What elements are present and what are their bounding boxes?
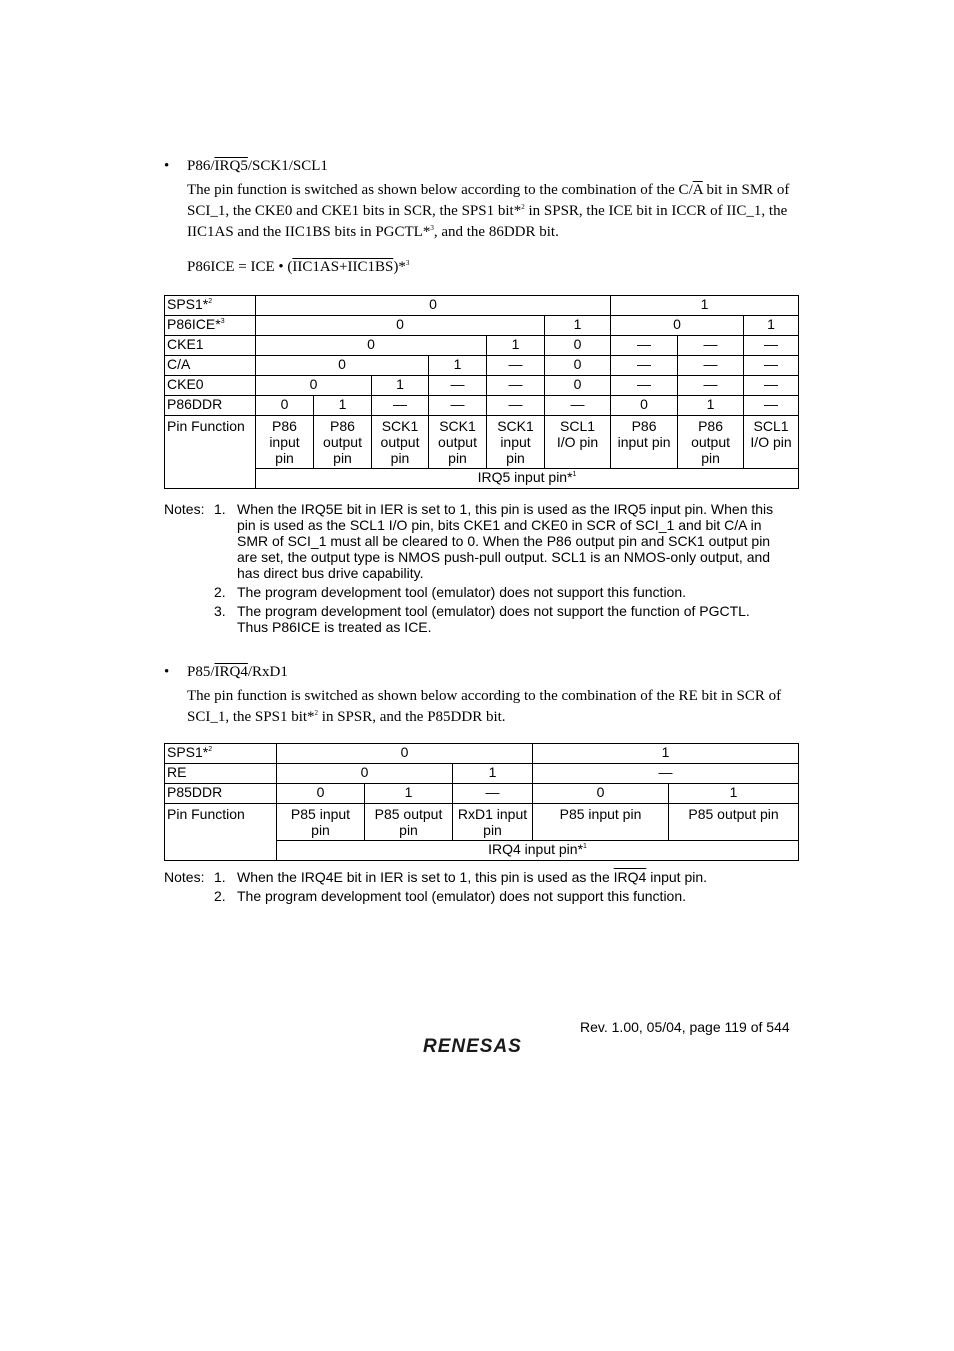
table-cell: 1 xyxy=(678,396,744,416)
table-cell: — xyxy=(744,376,799,396)
row-label-cke0: CKE0 xyxy=(165,376,256,396)
table-cell: 1 xyxy=(744,316,799,336)
table-cell: — xyxy=(611,376,678,396)
table-cell: — xyxy=(453,784,533,804)
table-cell: SCK1 input pin xyxy=(487,416,545,469)
table-cell: 1 xyxy=(669,784,799,804)
table-cell: 1 xyxy=(453,764,533,784)
section-heading: P85/IRQ4/RxD1 xyxy=(187,664,288,680)
row-label-p86ice: P86ICE*$^3$ xyxy=(165,316,256,336)
renesas-logo xyxy=(421,1033,543,1062)
irq5-input-pin-cell: IRQ5 input pin*$^1$ xyxy=(256,469,799,489)
table-cell: 1 xyxy=(429,356,487,376)
table-cell: RxD1 input pin xyxy=(453,804,533,841)
section-p86 xyxy=(164,158,798,278)
table-cell: — xyxy=(487,356,545,376)
table-cell: — xyxy=(678,336,744,356)
table-row xyxy=(165,469,799,489)
table-row xyxy=(165,764,799,784)
table-row xyxy=(165,316,799,336)
table-row xyxy=(165,296,799,316)
section-description: The pin function is switched as shown below according to the combination of the $C/\overline{A}$ bit in SMR of SCI_1, the CKE0 and CKE1 bits in SCR, the SPS1 bit*$^2$ in SPSR, the ICE bit in ICCR of IIC_1, the IIC1AS and the IIC1BS bits in PGCTL*$^3$, and the 86DDR bit. xyxy=(187,182,790,240)
svg-text:RENESAS: RENESAS xyxy=(423,1036,522,1057)
row-label-ca: $C/\overline{A}$ xyxy=(165,356,256,376)
table-cell: 0 xyxy=(277,784,365,804)
table-cell: 0 xyxy=(611,396,678,416)
table-cell: — xyxy=(678,376,744,396)
p85-function-table xyxy=(164,743,799,861)
table-cell: — xyxy=(611,356,678,376)
table-cell: 0 xyxy=(256,376,372,396)
table-cell: 0 xyxy=(256,316,545,336)
table-cell: 0 xyxy=(256,396,314,416)
table-cell: 0 xyxy=(545,376,611,396)
table-cell: — xyxy=(678,356,744,376)
table-cell: SCK1 output pin xyxy=(372,416,429,469)
renesas-logo-icon xyxy=(421,1033,543,1057)
bullet: • xyxy=(164,158,170,174)
bullet: • xyxy=(164,664,170,680)
notes-p85 xyxy=(164,869,798,904)
table-cell: 0 xyxy=(277,744,533,764)
row-label-p85ddr: P85DDR xyxy=(165,784,277,804)
table-cell: 0 xyxy=(256,356,429,376)
table-cell: SCK1 output pin xyxy=(429,416,487,469)
section-heading: P86/IRQ5/SCK1/SCL1 xyxy=(187,158,328,174)
table-cell: 1 xyxy=(314,396,372,416)
table-cell: 0 xyxy=(256,336,487,356)
table-cell: 0 xyxy=(611,316,744,336)
note-item: 2. The program development tool (emulator) does not support this function. xyxy=(214,888,687,904)
table-row xyxy=(165,336,799,356)
table-cell: P85 output pin xyxy=(669,804,799,841)
table-row xyxy=(165,804,799,841)
table-cell: — xyxy=(429,376,487,396)
row-label-pin-function: Pin Function xyxy=(165,804,277,861)
table-cell: SCL1 I/O pin xyxy=(545,416,611,469)
notes-p86 xyxy=(164,501,798,635)
table-cell: 1 xyxy=(611,296,799,316)
table-row xyxy=(165,744,799,764)
row-label-cke1: CKE1 xyxy=(165,336,256,356)
row-label-p86ddr: P86DDR xyxy=(165,396,256,416)
note-item: Notes: 1. When the IRQ4E bit in IER is set to 1, this pin is used as the IRQ4 input pin. xyxy=(164,869,708,885)
table-cell: P86 input pin xyxy=(256,416,314,469)
table-row xyxy=(165,356,799,376)
note-item: 2. The program development tool (emulator) does not support this function. xyxy=(214,584,687,600)
row-label-sps1: SPS1*$^2$ xyxy=(165,744,277,764)
table-row xyxy=(165,784,799,804)
row-label-sps1: SPS1*$^2$ xyxy=(165,296,256,316)
table-cell: — xyxy=(744,336,799,356)
table-cell: — xyxy=(429,396,487,416)
table-cell: 0 xyxy=(277,764,453,784)
table-cell: — xyxy=(533,764,799,784)
table-cell: 1 xyxy=(545,316,611,336)
row-label-pin-function: Pin Function xyxy=(165,416,256,489)
p86ice-formula: P86ICE = ICE • (IIC1AS+IIC1BS)*$^3$ xyxy=(187,259,410,275)
table-cell: P86 output pin xyxy=(678,416,744,469)
p86-function-table xyxy=(164,295,799,489)
table-cell: P86 input pin xyxy=(611,416,678,469)
table-cell: — xyxy=(545,396,611,416)
table-row xyxy=(165,376,799,396)
table-cell: — xyxy=(487,376,545,396)
table-cell: 0 xyxy=(545,356,611,376)
table-cell: 0 xyxy=(545,336,611,356)
table-cell: 1 xyxy=(487,336,545,356)
table-cell: P86 output pin xyxy=(314,416,372,469)
table-cell: — xyxy=(487,396,545,416)
notes-label: Notes: xyxy=(164,501,205,517)
table-row xyxy=(165,416,799,469)
table-cell: — xyxy=(372,396,429,416)
notes-label: Notes: xyxy=(164,869,205,885)
section-description: The pin function is switched as shown below according to the combination of the RE bit in SCR of SCI_1, the SPS1 bit*$^2$ in SPSR, and the P85DDR bit. xyxy=(187,688,782,725)
table-cell: P85 output pin xyxy=(365,804,453,841)
table-cell: — xyxy=(744,356,799,376)
page-info: Rev. 1.00, 05/04, page 119 of 544 xyxy=(580,1019,790,1035)
note-item: Notes: 1. When the IRQ5E bit in IER is set to 1, this pin is used as the IRQ5 input pin. When this pin is used as the SCL1 I/O pin, bits CKE1 and CKE0 in SCR of SCI_1 and bit C/A in SMR of SCI_1 must all be cleared to 0. When the P86 output pin and SCK1 output pin are set, the output type is NMOS push-pull output. SCL1 is an NMOS-only output, and has direct bus drive capability. xyxy=(164,501,774,581)
section-p85 xyxy=(164,664,798,734)
row-label-re: RE xyxy=(165,764,277,784)
irq4-input-pin-cell: IRQ4 input pin*$^1$ xyxy=(277,841,799,861)
table-cell: — xyxy=(744,396,799,416)
table-row xyxy=(165,396,799,416)
table-cell: SCL1 I/O pin xyxy=(744,416,799,469)
table-cell: 1 xyxy=(365,784,453,804)
table-cell: P85 input pin xyxy=(277,804,365,841)
table-cell: 1 xyxy=(533,744,799,764)
table-cell: 0 xyxy=(256,296,611,316)
table-cell: — xyxy=(611,336,678,356)
table-cell: 0 xyxy=(533,784,669,804)
note-item: 3. The program development tool (emulator) does not support the function of PGCTL. Thus P86ICE is treated as ICE. xyxy=(214,603,750,635)
table-cell: P85 input pin xyxy=(533,804,669,841)
table-cell: 1 xyxy=(372,376,429,396)
